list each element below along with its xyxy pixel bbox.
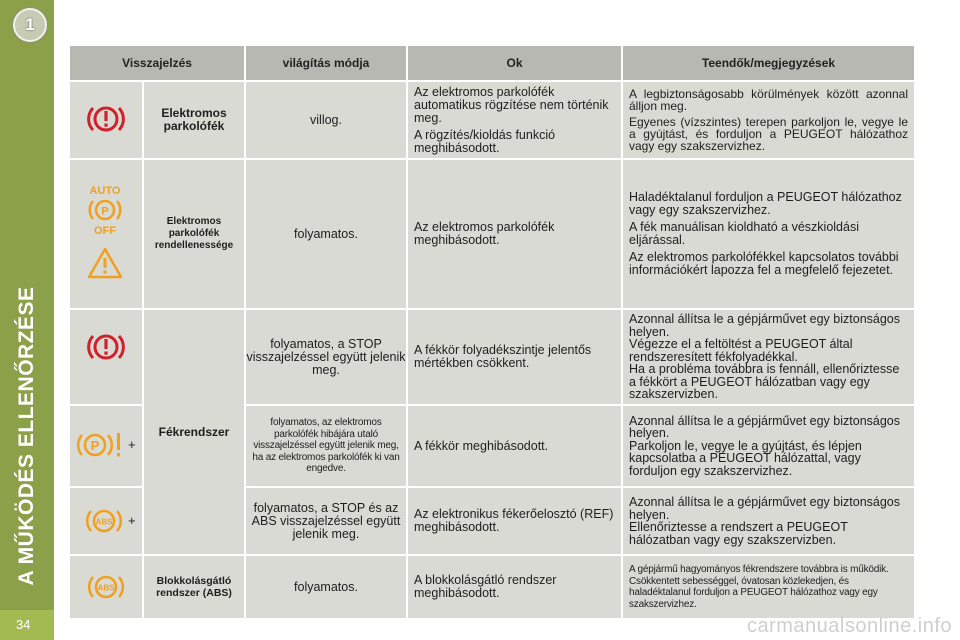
row5-cause: Az elektronikus fékerőelosztó (REF) meghibásodott.: [408, 488, 621, 554]
page-number: 34: [0, 610, 54, 640]
row2-cause: Az elektromos parkolófék meghibásodott.: [408, 160, 621, 308]
table-row: [70, 82, 142, 158]
parking-brake-fault-icon: [76, 428, 126, 462]
abs-icon: [84, 505, 124, 537]
svg-text:P: P: [101, 205, 109, 218]
svg-text:ABS: ABS: [97, 583, 115, 593]
table-row: [70, 406, 142, 486]
svg-text:OFF: OFF: [94, 225, 116, 236]
header-mode: világítás módja: [246, 46, 406, 80]
row4-mode: folyamatos, az elektromos parkolófék hibájára utaló visszajelzéssel együtt jelenik meg, ha az elektromos parkolófék ki van engedve.: [246, 406, 406, 486]
row6-name: Blokkolásgátló rendszer (ABS): [144, 556, 244, 618]
chapter-badge: [13, 8, 47, 42]
row5-actions: Azonnal állítsa le a gépjárművet egy biztonságos helyen. Ellenőriztesse a rendszert a PEUGEOT hálózatban vagy egy szakszervizben.: [623, 488, 914, 554]
brake-warning-icon: [86, 102, 126, 136]
row3-mode: folyamatos, a STOP visszajelzéssel együtt jelenik meg.: [246, 310, 406, 404]
chapter-title: A MŰKÖDÉS ELLENŐRZÉSE: [15, 286, 38, 586]
svg-text:AUTO: AUTO: [89, 185, 121, 197]
plus-sign: +: [128, 513, 136, 528]
table-row: [70, 160, 142, 308]
row4-actions: Azonnal állítsa le a gépjárművet egy biztonságos helyen. Parkoljon le, vegye le a gyújtást, és lépjen kapcsolatba a PEUGEOT hálózattal, vagy forduljon egy szakszervizhez.: [623, 406, 914, 486]
row3-cause: A fékkör folyadékszintje jelentős mértékben csökkent.: [408, 310, 621, 404]
chapter-number: 1: [25, 15, 35, 34]
row1-name: Elektromos parkolófék: [144, 82, 244, 158]
row6-actions: A gépjármű hagyományos fékrendszere továbbra is működik. Csökkentett sebességgel, óvatosan közlekedjen, és haladéktalanul forduljon a PEUGEOT hálózathoz vagy egy szakszervizhez.: [623, 556, 914, 618]
row3-name: Fékrendszer: [144, 310, 244, 554]
watermark: carmanualsonline.info: [746, 615, 952, 637]
row2-mode: folyamatos.: [246, 160, 406, 308]
row1-mode: villog.: [246, 82, 406, 158]
header-actions: Teendők/megjegyzések: [623, 46, 914, 80]
row6-mode: folyamatos.: [246, 556, 406, 618]
table-row: [70, 556, 142, 618]
table-row: [70, 488, 142, 554]
plus-sign: +: [128, 437, 136, 452]
svg-text:P: P: [90, 438, 100, 453]
row4-cause: A fékkör meghibásodott.: [408, 406, 621, 486]
row5-mode: folyamatos, a STOP és az ABS visszajelzéssel együtt jelenik meg.: [246, 488, 406, 554]
row2-actions: Haladéktalanul forduljon a PEUGEOT hálózathoz vagy egy szakszervizhez. A fék manuálisan kioldható a vészkioldási eljárással. Az elektromos parkolófékkel kapcsolatos további információkért lapozza fel a megfelelő fejezetet.: [623, 160, 914, 308]
auto-p-off-icon: [84, 184, 126, 236]
warning-triangle-icon: [86, 246, 124, 280]
row1-actions: A legbiztonságosabb körülmények között azonnal álljon meg. Egyenes (vízszintes) terepen parkoljon le, vegye le a gyújtást, és forduljon a PEUGEOT hálózathoz vagy egy szakszervizhez.: [623, 82, 914, 158]
row1-cause: Az elektromos parkolófék automatikus rögzítése nem történik meg. A rögzítés/kioldás funkció meghibásodott.: [408, 82, 621, 158]
row6-cause: A blokkolásgátló rendszer meghibásodott.: [408, 556, 621, 618]
svg-text:ABS: ABS: [95, 517, 113, 527]
brake-warning-icon: [86, 330, 126, 364]
header-indicator: Visszajelzés: [70, 46, 244, 80]
table-row: [70, 310, 142, 404]
row3-actions: Azonnal állítsa le a gépjárművet egy biztonságos helyen. Végezze el a feltöltést a PEUGEOT által rendszeresített fékfolyadékkal. Ha a probléma továbbra is fennáll, ellenőriztesse a fékkört a PEUGEOT hálózatban vagy egy szakszervizben.: [623, 310, 914, 404]
header-cause: Ok: [408, 46, 621, 80]
abs-icon: [86, 571, 126, 603]
row2-name: Elektromos parkolófék rendellenessége: [144, 160, 244, 308]
